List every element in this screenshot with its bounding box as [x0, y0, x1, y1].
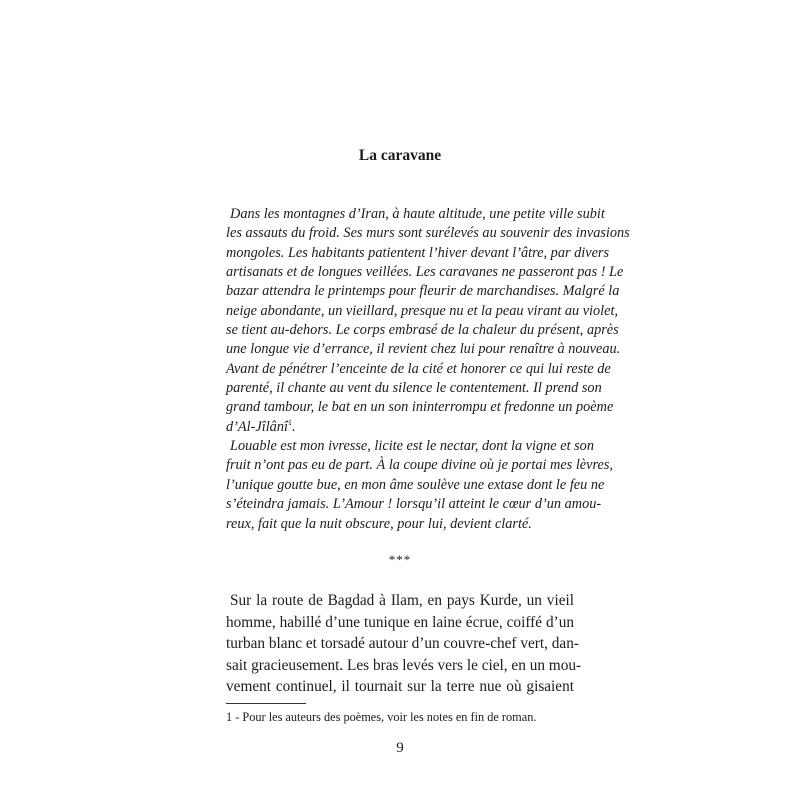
text-line: Sur la route de Bagdad à Ilam, en pays Kurde, un vieil [230, 592, 574, 609]
italic-verse-passage [226, 205, 630, 534]
line-text: Dans les montagnes d’Iran, à haute altitude, une petite ville subit [230, 206, 605, 222]
text-line: bazar attendra le printemps pour fleurir de marchandises. Malgré la [226, 283, 620, 300]
line-text: d’Al-Jîlânî [226, 418, 288, 435]
prose-passage [226, 590, 582, 698]
text-line [226, 205, 605, 224]
footnote: 1 - Pour les auteurs des poèmes, voir les notes en fin de roman. [226, 710, 537, 724]
footnote-divider [226, 703, 306, 704]
page-number: 9 [396, 740, 404, 756]
text-line: mongoles. Les habitants patientent l’hiver devant l’âtre, par divers [226, 244, 610, 261]
text-line: reux, fait que la nuit obscure, pour lui, devient clarté. [226, 515, 532, 532]
text-line: neige abondante, un vieillard, presque nu et la peau virant au violet, [226, 302, 619, 319]
text-line: Avant de pénétrer l’enceinte de la cité et honorer ce qui lui reste de [226, 360, 611, 377]
section-separator: *** [388, 552, 412, 567]
footnote-marker[interactable]: 1 [287, 418, 292, 428]
text-line: l’unique goutte bue, en mon âme soulève une extase dont le feu ne [226, 476, 605, 493]
text-line: fruit n’ont pas eu de part. À la coupe divine où je portai mes lèvres, [226, 457, 614, 474]
text-line: grand tambour, le bat en un son ininterrompu et fredonne un poème [226, 399, 614, 416]
text-line: Louable est mon ivresse, licite est le nectar, dont la vigne et son [230, 438, 594, 455]
text-line: les assauts du froid. Ses murs sont surélevés au souvenir des invasions [226, 225, 630, 242]
text-line: vement continuel, il tournait sur la terre nue où gisaient [226, 678, 574, 695]
chapter-title: La caravane [358, 147, 442, 164]
text-line: une longue vie d’errance, il revient chez lui pour renaître à nouveau. [226, 341, 621, 358]
text-line: s’éteindra jamais. L’Amour ! lorsqu’il atteint le cœur d’un amou- [226, 496, 602, 513]
text-line: sait gracieusement. Les bras levés vers le ciel, en un mou- [226, 656, 582, 674]
text-line: parenté, il chante au vent du silence le contentement. Il prend son [226, 380, 602, 397]
text-line: turban blanc et torsadé autour d’un couvre-chef vert, dan- [226, 635, 579, 652]
text-line: artisanats et de longues veillées. Les caravanes ne passeront pas ! Le [226, 264, 624, 281]
text-line: se tient au-dehors. Le corps embrasé de la chaleur du présent, après [226, 322, 619, 339]
text-line: d’Al-Jîlânî$^1$. [226, 418, 296, 435]
text-line: homme, habillé d’une tunique en laine écrue, coiffé d’un [226, 613, 574, 631]
